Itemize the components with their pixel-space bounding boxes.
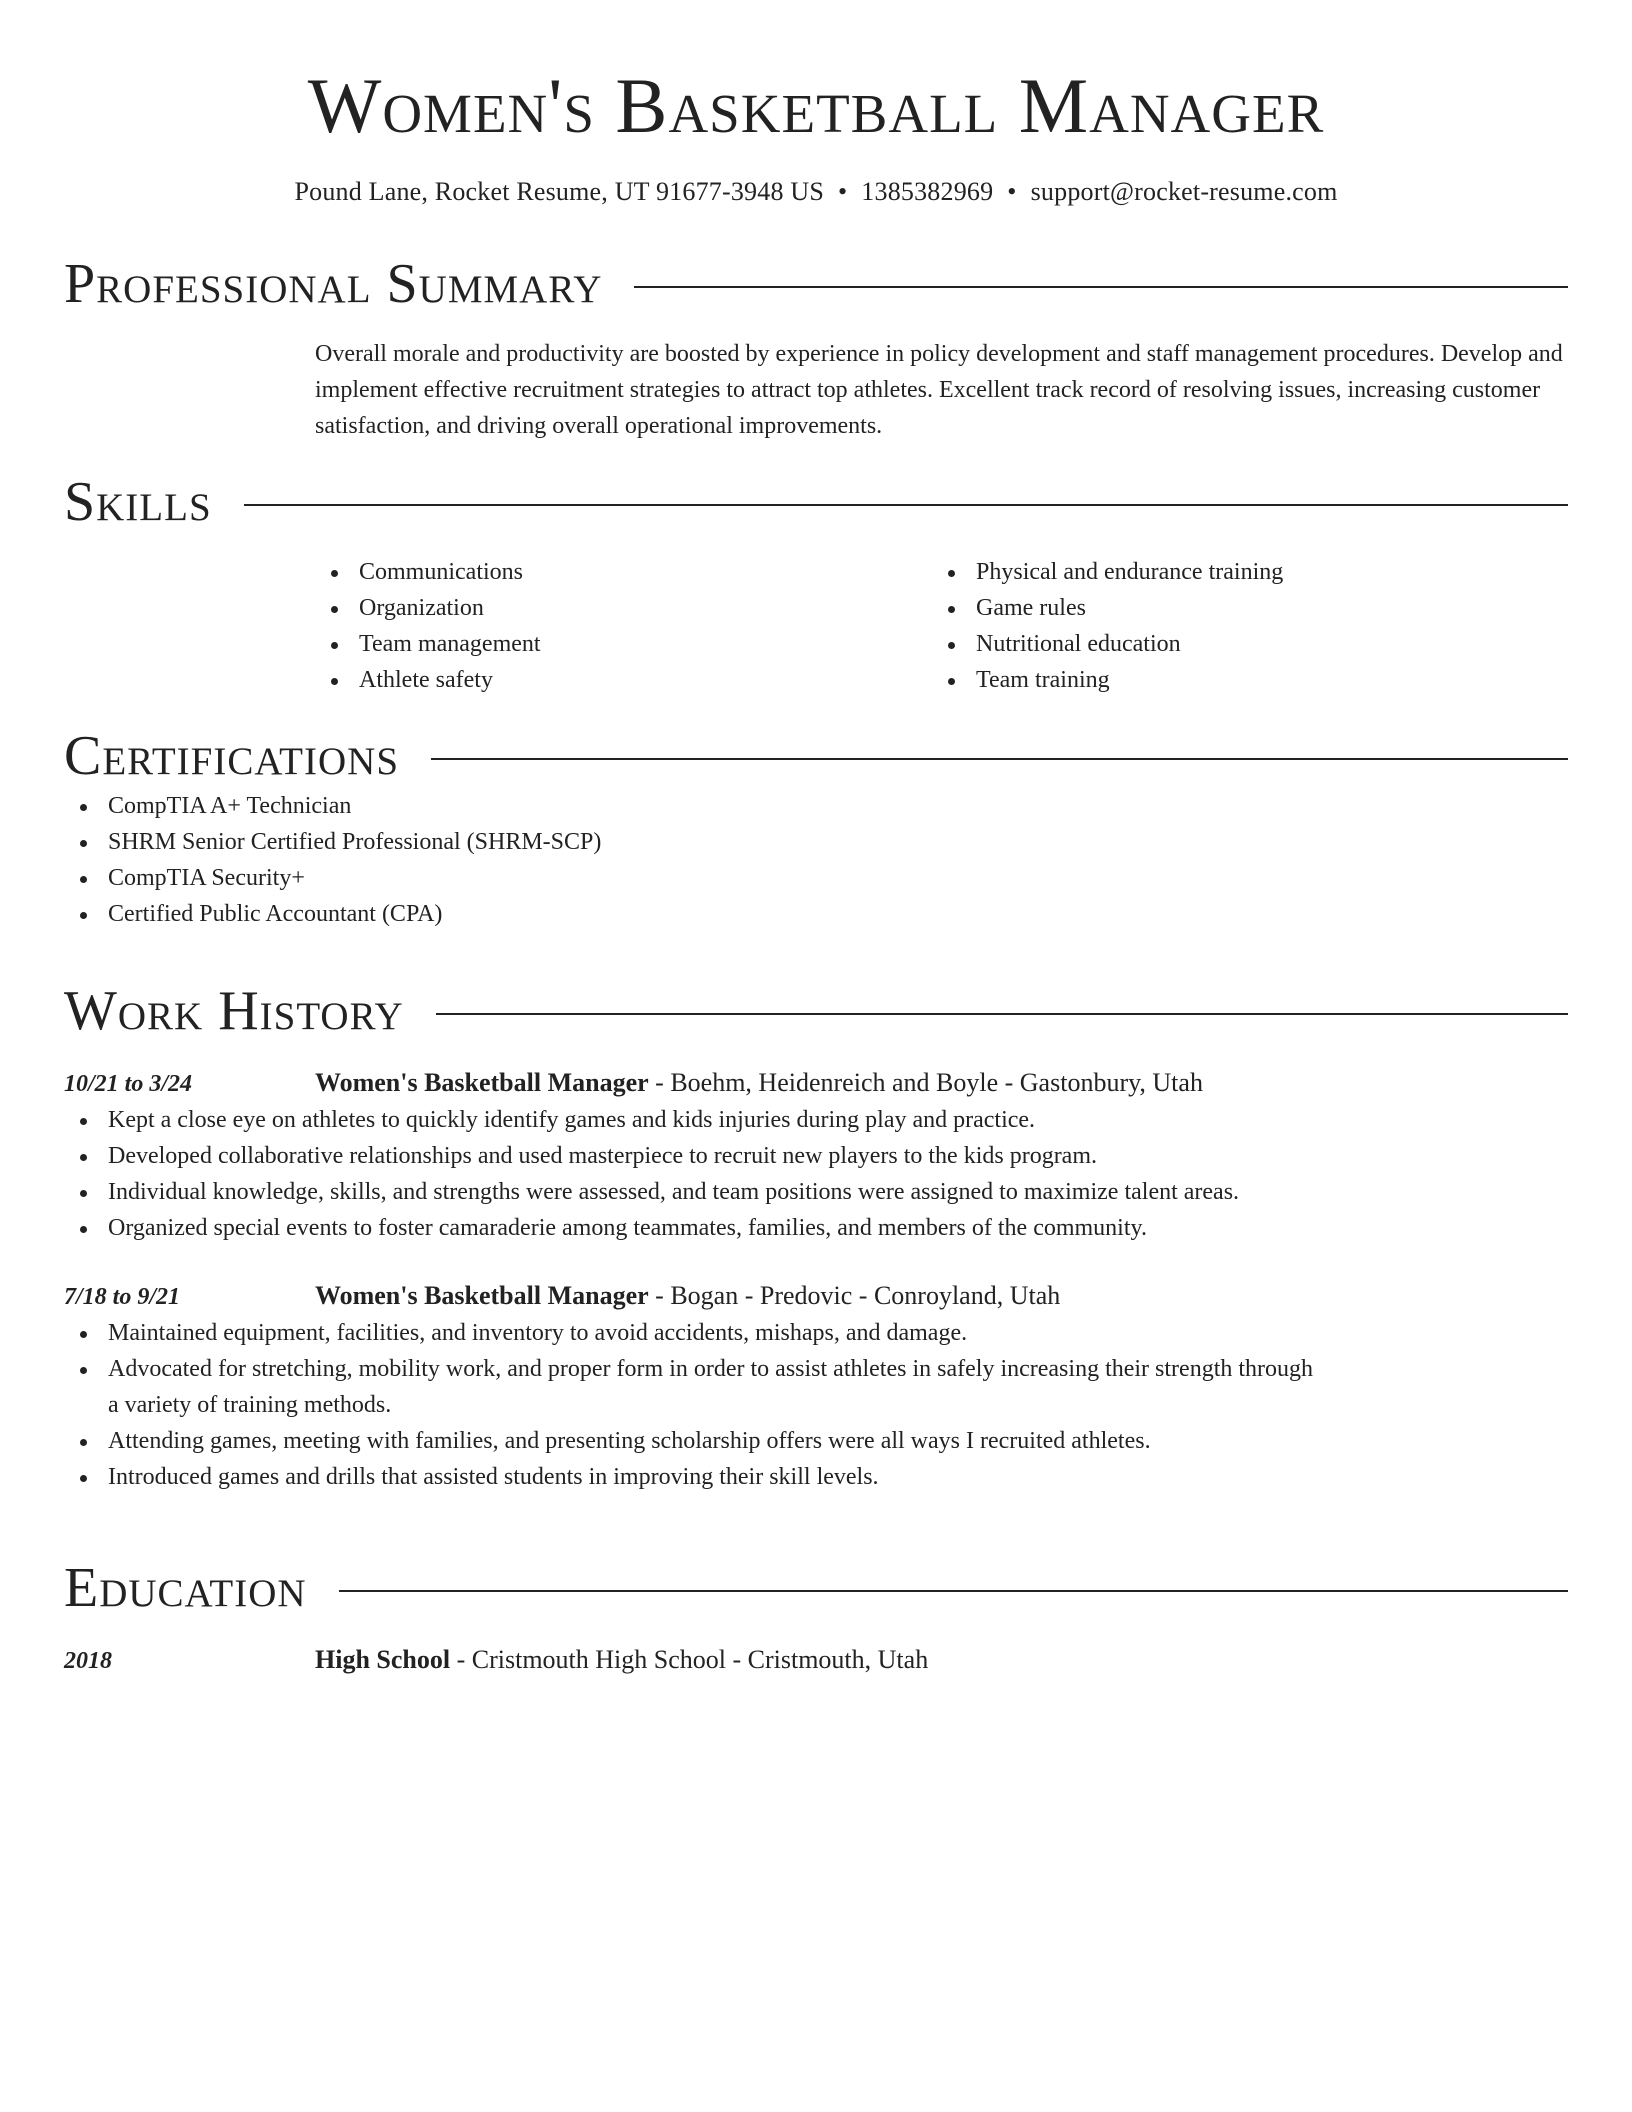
education-section: [64, 1556, 1568, 1679]
section-divider: [339, 1590, 1568, 1592]
contact-phone: 1385382969: [861, 177, 994, 206]
certifications-list: [64, 788, 1317, 932]
certification-item: CompTIA Security+: [64, 860, 1317, 896]
section-divider: [634, 286, 1568, 288]
education-heading: [64, 1642, 1568, 1679]
summary-title: Professional Summary: [64, 253, 603, 315]
job-bullet: Organized special events to foster camaraderie among teammates, families, and members of the community.: [64, 1210, 1317, 1246]
work-history-section: [64, 979, 1568, 1495]
skills-section: [64, 470, 1568, 698]
job-employer: - Bogan - Predovic - Conroyland, Utah: [648, 1281, 1061, 1310]
job-title-line: [315, 1278, 1060, 1314]
education-degree: High School: [315, 1645, 451, 1674]
education-school: - Cristmouth High School - Cristmouth, Utah: [450, 1645, 929, 1674]
skill-item: Nutritional education: [932, 626, 1549, 662]
job-title-line: [315, 1065, 1203, 1101]
contact-email[interactable]: support@rocket-resume.com: [1030, 177, 1338, 206]
job-bullet: Advocated for stretching, mobility work, and proper form in order to assist athletes in safely increasing their strength through a variety of training methods.: [64, 1351, 1317, 1423]
resume-name: Women's Basketball Manager: [307, 62, 1325, 149]
work-history-title: Work History: [64, 980, 404, 1042]
certification-item: Certified Public Accountant (CPA): [64, 896, 1317, 932]
job-entry: [64, 1278, 1568, 1495]
certification-item: CompTIA A+ Technician: [64, 788, 1317, 824]
skills-column-right: [932, 554, 1549, 698]
skill-item: Team management: [315, 626, 932, 662]
certifications-title: Certifications: [64, 725, 400, 787]
skills-header: [64, 470, 1568, 534]
job-dates: 7/18 to 9/21: [64, 1284, 181, 1310]
job-entry: [64, 1065, 1568, 1246]
education-entry: [64, 1642, 1568, 1679]
contact-separator: •: [837, 177, 848, 206]
skill-item: Team training: [932, 662, 1549, 698]
job-employer: - Boehm, Heidenreich and Boyle - Gastonbury, Utah: [648, 1068, 1203, 1097]
section-divider: [431, 758, 1568, 760]
job-bullet: Attending games, meeting with families, and presenting scholarship offers were all ways I recruited athletes.: [64, 1423, 1317, 1459]
skills-column-left: [315, 554, 932, 698]
job-position: Women's Basketball Manager: [315, 1068, 649, 1097]
job-heading: [64, 1278, 1568, 1315]
section-divider: [436, 1013, 1568, 1015]
contact-line: [64, 172, 1568, 212]
job-bullet: Individual knowledge, skills, and strengths were assessed, and team positions were assigned to maximize talent areas.: [64, 1174, 1317, 1210]
contact-address: Pound Lane, Rocket Resume, UT 91677-3948 US: [294, 177, 824, 206]
education-year: 2018: [64, 1648, 112, 1674]
skills-grid: [315, 554, 1568, 698]
certifications-header: [64, 724, 1568, 788]
job-bullet: Developed collaborative relationships and used masterpiece to recruit new players to the kids program.: [64, 1138, 1317, 1174]
job-heading: [64, 1065, 1568, 1102]
education-line: [315, 1642, 928, 1678]
job-bullets: [64, 1315, 1317, 1495]
skills-title: Skills: [64, 471, 212, 533]
education-title: Education: [64, 1557, 307, 1619]
skill-item: Athlete safety: [315, 662, 932, 698]
job-bullet: Maintained equipment, facilities, and inventory to avoid accidents, mishaps, and damage.: [64, 1315, 1317, 1351]
job-bullet: Kept a close eye on athletes to quickly identify games and kids injuries during play and practice.: [64, 1102, 1317, 1138]
skill-item: Organization: [315, 590, 932, 626]
job-bullet: Introduced games and drills that assisted students in improving their skill levels.: [64, 1459, 1317, 1495]
skill-item: Communications: [315, 554, 932, 590]
section-divider: [244, 504, 1568, 506]
job-bullets: [64, 1102, 1317, 1246]
summary-section: [64, 252, 1568, 444]
summary-header: [64, 252, 1568, 316]
contact-separator: •: [1007, 177, 1017, 206]
work-history-header: [64, 979, 1568, 1043]
skill-item: Physical and endurance training: [932, 554, 1549, 590]
certifications-section: [64, 724, 1568, 932]
job-position: Women's Basketball Manager: [315, 1281, 649, 1310]
summary-text: Overall morale and productivity are boosted by experience in policy development and staff management procedures. Develop and implement effective recruitment strategies to attract top athletes. Excellent track record of resolving issues, increasing customer satisfaction, and driving overall operational improvements.: [315, 341, 1563, 439]
education-header: [64, 1556, 1568, 1620]
job-dates: 10/21 to 3/24: [64, 1071, 193, 1097]
skill-item: Game rules: [932, 590, 1549, 626]
certification-item: SHRM Senior Certified Professional (SHRM-SCP): [64, 824, 1317, 860]
